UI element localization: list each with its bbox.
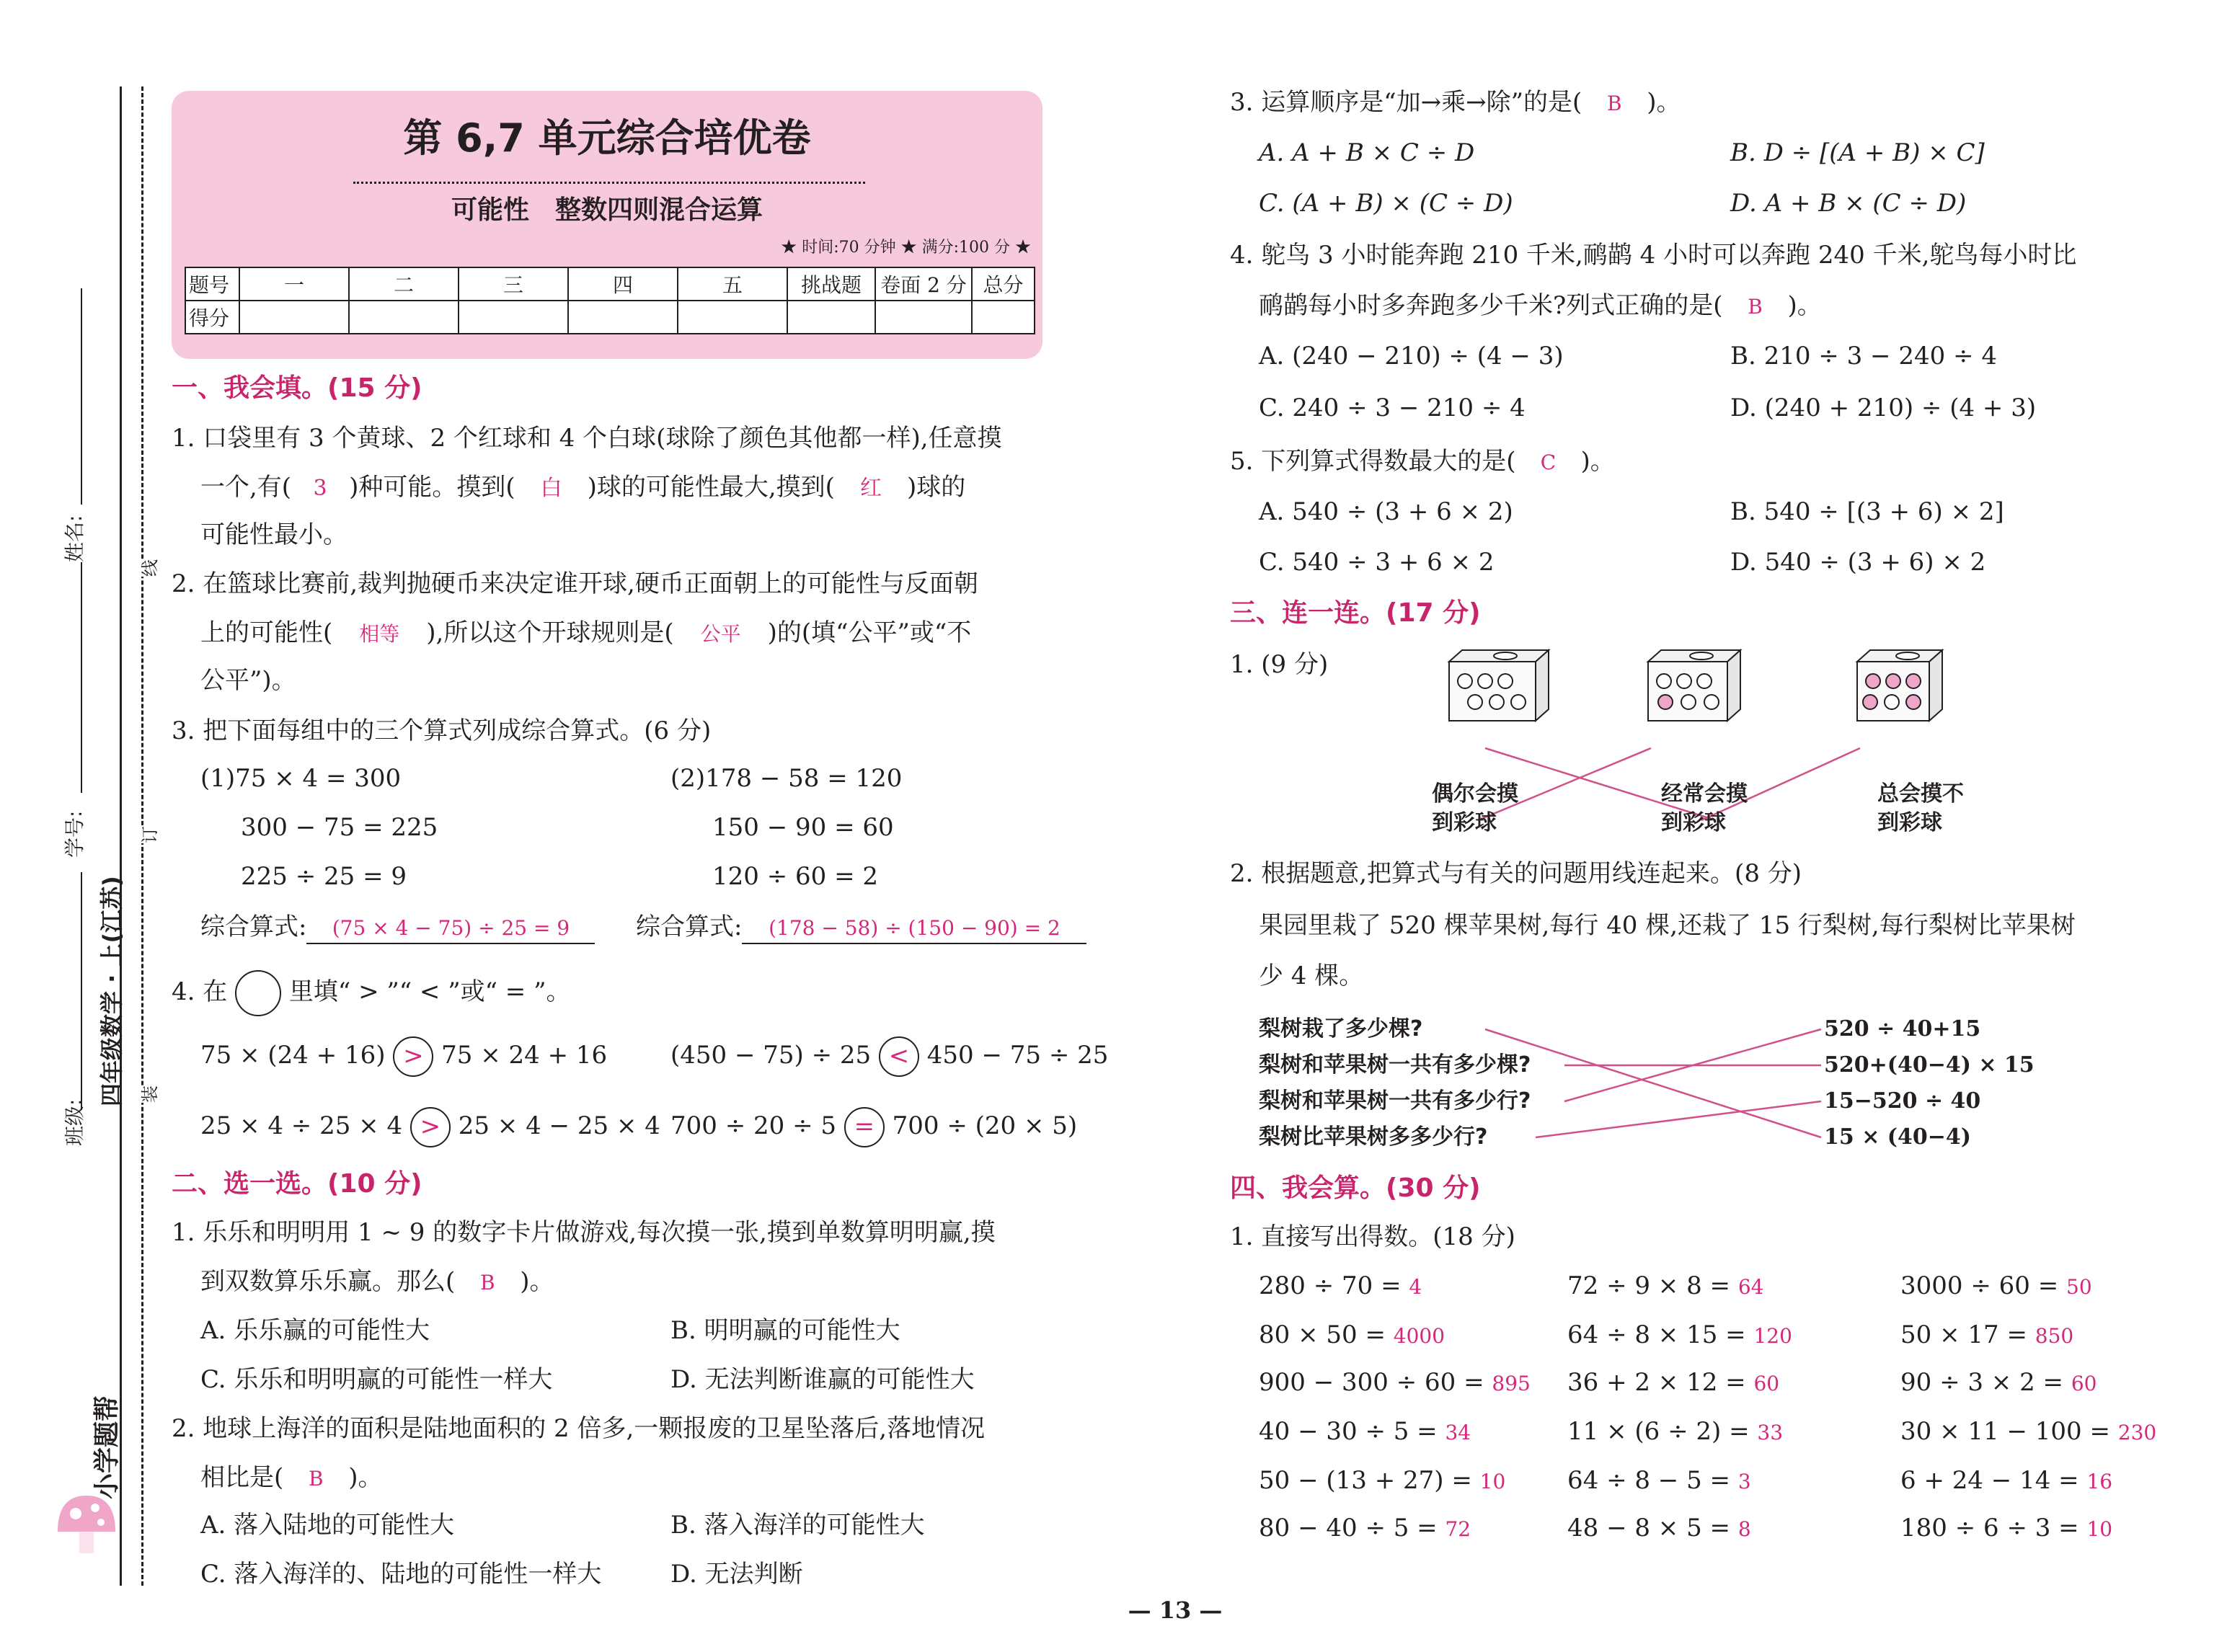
score-cell-header: 挑战题 xyxy=(787,267,875,301)
s3-q2-formula-1: 520 ÷ 40+15 xyxy=(1824,1016,1981,1042)
text-fragment: )。 xyxy=(348,1463,383,1492)
s1-q1-line2 xyxy=(200,473,965,503)
calc-item xyxy=(1259,1320,1445,1351)
s2-q3-option-b: B. D ÷ [(A + B) × C] xyxy=(1730,138,1985,167)
calc-expression: 80 − 40 ÷ 5 = xyxy=(1259,1514,1438,1542)
calc-item xyxy=(1259,1514,1471,1544)
s3-q2-question-4: 梨树比苹果树多多少行? xyxy=(1259,1124,1488,1150)
calc-answer: 16 xyxy=(2086,1470,2113,1493)
s1-heading: 一、我会填。(15 分) xyxy=(172,373,422,403)
s1-q4-row1-left xyxy=(200,1036,607,1077)
score-cell-header: 总分 xyxy=(972,267,1035,301)
compare-answer: = xyxy=(844,1107,885,1147)
sidebar-ding: 订 xyxy=(136,826,161,843)
answer-blank: 相等 xyxy=(359,622,400,646)
answer-blank: B xyxy=(479,1271,495,1294)
s3-label-2 xyxy=(1661,780,1748,838)
s1-q3-answer2 xyxy=(636,912,1086,944)
s2-q2-line1: 2. 地球上海洋的面积是陆地面积的 2 倍多,一颗报废的卫星坠落后,落地情况 xyxy=(172,1414,986,1443)
compare-left: 25 × 4 ÷ 25 × 4 xyxy=(200,1111,403,1140)
compare-right: 700 ÷ (20 × 5) xyxy=(892,1111,1078,1140)
label-line: 偶尔会摸 xyxy=(1432,781,1518,807)
calc-item xyxy=(1259,1368,1531,1398)
s3-q2-formula-3: 15−520 ÷ 40 xyxy=(1824,1088,1981,1114)
calc-item xyxy=(1567,1514,1751,1544)
calc-answer: 72 xyxy=(1445,1517,1471,1541)
combined-answer: (75 × 4 − 75) ÷ 25 = 9 xyxy=(306,914,595,944)
s1-q3-g2-line3: 120 ÷ 60 = 2 xyxy=(712,862,878,891)
calc-item xyxy=(1567,1320,1792,1351)
answer-blank: 红 xyxy=(859,476,882,501)
s2-q3-option-d: D. A + B × (C ÷ D) xyxy=(1730,189,1967,218)
score-cell-empty xyxy=(568,301,678,334)
score-cell-label: 题号 xyxy=(185,267,239,301)
text-fragment: 到双数算乐乐赢。那么( xyxy=(200,1267,456,1296)
s2-q4-option-d: D. (240 + 210) ÷ (4 + 3) xyxy=(1730,394,2037,422)
calc-answer: 50 xyxy=(2066,1275,2092,1299)
label-line: 到彩球 xyxy=(1877,810,1942,835)
s3-q2-line1: 2. 根据题意,把算式与有关的问题用线连起来。(8 分) xyxy=(1230,859,1802,888)
calc-answer: 10 xyxy=(2086,1517,2113,1541)
s2-q4-line1: 4. 鸵鸟 3 小时能奔跑 210 千米,鸸鹋 4 小时可以奔跑 240 千米,鸵鸟每小时比 xyxy=(1230,241,2077,270)
s1-q3-g1-line1: (1)75 × 4 = 300 xyxy=(200,764,402,793)
combined-label: 综合算式: xyxy=(200,912,307,941)
score-table-header-row xyxy=(185,267,1035,301)
calc-expression: 72 ÷ 9 × 8 = xyxy=(1567,1271,1731,1300)
text-fragment: )种可能。摸到( xyxy=(349,473,515,502)
text-fragment: )。 xyxy=(1647,88,1681,117)
s2-q2-option-d: D. 无法判断 xyxy=(670,1560,803,1589)
answer-blank: B xyxy=(1748,295,1763,319)
score-cell-empty xyxy=(875,301,972,334)
s2-q1-option-a: A. 乐乐赢的可能性大 xyxy=(200,1316,430,1345)
s3-q2-question-1: 梨树栽了多少棵? xyxy=(1259,1016,1423,1042)
title-divider xyxy=(353,182,865,184)
sidebar-brand: 小学题帮 xyxy=(92,1395,122,1499)
text-fragment: )球的可能性最大,摸到( xyxy=(587,473,835,502)
s2-q4-option-c: C. 240 ÷ 3 − 210 ÷ 4 xyxy=(1259,394,1526,422)
s2-q3-option-a: A. A + B × C ÷ D xyxy=(1259,138,1475,167)
score-cell-empty xyxy=(678,301,787,334)
sidebar-xuehao: 学号: xyxy=(63,810,87,858)
box-white-balls xyxy=(1449,650,1549,721)
matching-lines xyxy=(1478,1009,1824,1153)
s2-q1-option-c: C. 乐乐和明明赢的可能性一样大 xyxy=(200,1365,553,1394)
answer-blank: B xyxy=(308,1467,324,1491)
calc-item xyxy=(1900,1271,2092,1302)
compare-right: 25 × 4 − 25 × 4 xyxy=(458,1111,660,1140)
s1-q3-g2-line2: 150 − 90 = 60 xyxy=(712,813,894,842)
s2-q1-option-b: B. 明明赢的可能性大 xyxy=(670,1316,900,1345)
score-cell-header: 三 xyxy=(459,267,568,301)
calc-expression: 3000 ÷ 60 = xyxy=(1900,1271,2059,1300)
calc-expression: 50 − (13 + 27) = xyxy=(1259,1466,1472,1495)
score-cell-empty xyxy=(239,301,349,334)
score-cell-label: 得分 xyxy=(185,301,239,334)
calc-expression: 280 ÷ 70 = xyxy=(1259,1271,1402,1300)
s1-q4-intro xyxy=(172,970,570,1016)
answer-blank: 公平 xyxy=(700,622,741,646)
label-line: 到彩球 xyxy=(1661,810,1726,835)
page-number: — 13 — xyxy=(1128,1597,1223,1624)
s4-heading: 四、我会算。(30 分) xyxy=(1230,1173,1481,1203)
calc-answer: 4 xyxy=(1409,1275,1422,1299)
calc-expression: 80 × 50 = xyxy=(1259,1320,1386,1349)
exam-title: 第 6,7 单元综合培优卷 xyxy=(403,115,811,161)
label-line: 到彩球 xyxy=(1432,810,1497,835)
calc-expression: 64 ÷ 8 − 5 = xyxy=(1567,1466,1731,1495)
match-line xyxy=(1536,1101,1821,1137)
label-line: 总会摸不 xyxy=(1877,781,1964,807)
calc-expression: 40 − 30 ÷ 5 = xyxy=(1259,1417,1438,1446)
score-cell-header: 五 xyxy=(678,267,787,301)
sidebar-xingming: 姓名: xyxy=(63,515,87,562)
calc-expression: 50 × 17 = xyxy=(1900,1320,2027,1349)
calc-answer: 10 xyxy=(1479,1470,1506,1493)
calc-answer: 4000 xyxy=(1393,1324,1445,1348)
s2-q4-line2 xyxy=(1259,291,1822,321)
s2-q2-line2 xyxy=(200,1463,383,1493)
compare-answer: > xyxy=(410,1107,451,1147)
xingming-underline xyxy=(81,288,82,505)
score-cell-header: 卷面 2 分 xyxy=(875,267,972,301)
s3-label-1 xyxy=(1432,780,1518,838)
box-mostly-colored-balls xyxy=(1857,650,1942,721)
s2-q5-option-d: D. 540 ÷ (3 + 6) × 2 xyxy=(1730,548,1986,577)
calc-item xyxy=(1567,1466,1751,1496)
s2-q3-line1 xyxy=(1230,88,1681,118)
s3-q2-formula-2: 520+(40−4) × 15 xyxy=(1824,1052,2035,1078)
calc-answer: 60 xyxy=(1753,1372,1780,1395)
sidebar-xian: 线 xyxy=(136,559,161,577)
score-cell-header: 一 xyxy=(239,267,349,301)
s2-q2-option-b: B. 落入海洋的可能性大 xyxy=(670,1511,925,1540)
score-cell-empty xyxy=(787,301,875,334)
text-fragment: 相比是( xyxy=(200,1463,284,1492)
s4-q1-intro: 1. 直接写出得数。(18 分) xyxy=(1230,1222,1515,1251)
compare-left: 75 × (24 + 16) xyxy=(200,1041,386,1070)
s2-q5-option-b: B. 540 ÷ [(3 + 6) × 2] xyxy=(1730,497,2004,526)
text-fragment: 上的可能性( xyxy=(200,618,333,647)
sidebar-banji: 班级: xyxy=(63,1098,87,1146)
answer-blank: 白 xyxy=(540,476,562,501)
s2-q1-line1: 1. 乐乐和明明用 1 ~ 9 的数字卡片做游戏,每次摸一张,摸到单数算明明赢,摸 xyxy=(172,1218,996,1247)
s2-q1-line2 xyxy=(200,1267,554,1297)
calc-expression: 36 + 2 × 12 = xyxy=(1567,1368,1746,1397)
score-cell-header: 二 xyxy=(349,267,459,301)
s1-q1-line1: 1. 口袋里有 3 个黄球、2 个红球和 4 个白球(球除了颜色其他都一样),任意摸 xyxy=(172,424,1002,453)
s2-q3-option-c: C. (A + B) × (C ÷ D) xyxy=(1259,189,1513,218)
text-fragment: )。 xyxy=(1580,447,1615,476)
calc-item xyxy=(1900,1417,2156,1447)
s2-q4-option-a: A. (240 − 210) ÷ (4 − 3) xyxy=(1259,342,1564,370)
text-fragment: 4. 在 xyxy=(172,977,228,1006)
score-cell-empty xyxy=(349,301,459,334)
calc-item xyxy=(1567,1417,1783,1447)
s1-q2-line1: 2. 在篮球比赛前,裁判抛硬币来决定谁开球,硬币正面朝上的可能性与反面朝 xyxy=(172,569,978,598)
match-line xyxy=(1485,1029,1821,1137)
calc-answer: 64 xyxy=(1737,1275,1764,1299)
s1-q3-g1-line3: 225 ÷ 25 = 9 xyxy=(241,862,407,891)
calc-item xyxy=(1259,1271,1422,1302)
s3-q2-formula-4: 15 × (40−4) xyxy=(1824,1124,1971,1150)
s3-q2-question-3: 梨树和苹果树一共有多少行? xyxy=(1259,1088,1531,1114)
s1-q2-line2 xyxy=(200,618,971,649)
calc-item xyxy=(1900,1514,2112,1544)
answer-blank: B xyxy=(1606,92,1622,115)
s3-label-3 xyxy=(1877,780,1964,838)
text-fragment: 一个,有( xyxy=(200,473,292,502)
score-table-score-row xyxy=(185,301,1035,334)
text-fragment: 鸸鹋每小时多奔跑多少千米?列式正确的是( xyxy=(1259,291,1723,320)
text-fragment: )。 xyxy=(520,1267,554,1296)
calc-answer: 34 xyxy=(1445,1421,1471,1444)
calc-answer: 3 xyxy=(1737,1470,1751,1493)
calc-item xyxy=(1900,1320,2073,1351)
calc-expression: 90 ÷ 3 × 2 = xyxy=(1900,1368,2064,1397)
s2-q2-option-a: A. 落入陆地的可能性大 xyxy=(200,1511,455,1540)
s2-q2-option-c: C. 落入海洋的、陆地的可能性一样大 xyxy=(200,1560,602,1589)
text-fragment: )球的 xyxy=(906,473,966,502)
s3-q2-question-2: 梨树和苹果树一共有多少棵? xyxy=(1259,1052,1531,1078)
s1-q3-answer1 xyxy=(200,912,595,944)
s3-heading: 三、连一连。(17 分) xyxy=(1230,598,1481,628)
binding-line-solid xyxy=(120,86,122,1586)
label-line: 经常会摸 xyxy=(1661,781,1748,807)
score-table xyxy=(185,267,1035,334)
compare-right: 75 × 24 + 16 xyxy=(441,1041,608,1070)
calc-answer: 850 xyxy=(2035,1324,2074,1348)
calc-item xyxy=(1567,1368,1779,1398)
calc-answer: 33 xyxy=(1757,1421,1784,1444)
answer-blank: C xyxy=(1540,450,1557,474)
calc-item xyxy=(1567,1271,1763,1302)
compare-right: 450 − 75 ÷ 25 xyxy=(926,1041,1109,1070)
exam-subtitle: 可能性 整数四则混合运算 xyxy=(451,195,763,225)
compare-left: (450 − 75) ÷ 25 xyxy=(670,1041,872,1070)
score-cell-empty xyxy=(972,301,1035,334)
calc-expression: 180 ÷ 6 ÷ 3 = xyxy=(1900,1514,2079,1542)
text-fragment: 3. 运算顺序是“加→乘→除”的是( xyxy=(1230,88,1582,117)
s1-q3-g1-line2: 300 − 75 = 225 xyxy=(241,813,438,842)
score-cell-header: 四 xyxy=(568,267,678,301)
calc-expression: 6 + 24 − 14 = xyxy=(1900,1466,2079,1495)
text-fragment: )的(填“公平”或“不 xyxy=(767,618,972,647)
compare-left: 700 ÷ 20 ÷ 5 xyxy=(670,1111,836,1140)
s2-q5-option-c: C. 540 ÷ 3 + 6 × 2 xyxy=(1259,548,1495,577)
text-fragment: 里填“ > ”“ < ”或“ = ”。 xyxy=(288,977,571,1006)
calc-item xyxy=(1259,1417,1471,1447)
compare-circle-icon xyxy=(235,970,281,1016)
score-cell-empty xyxy=(459,301,568,334)
calc-expression: 64 ÷ 8 × 15 = xyxy=(1567,1320,1746,1349)
s2-q1-option-d: D. 无法判断谁赢的可能性大 xyxy=(670,1365,975,1394)
combined-answer: (178 − 58) ÷ (150 − 90) = 2 xyxy=(742,914,1086,944)
s1-q4-row2-right xyxy=(670,1107,1077,1147)
compare-answer: < xyxy=(879,1036,919,1077)
calc-answer: 8 xyxy=(1737,1517,1751,1541)
text-fragment: ),所以这个开球规则是( xyxy=(426,618,674,647)
s2-q5-option-a: A. 540 ÷ (3 + 6 × 2) xyxy=(1259,497,1513,526)
combined-label: 综合算式: xyxy=(636,912,743,941)
calc-answer: 60 xyxy=(2071,1372,2097,1395)
calc-answer: 895 xyxy=(1492,1372,1531,1395)
calc-expression: 48 − 8 × 5 = xyxy=(1567,1514,1731,1542)
calc-expression: 30 × 11 − 100 = xyxy=(1900,1417,2110,1446)
calc-expression: 900 − 300 ÷ 60 = xyxy=(1259,1368,1484,1397)
s1-q2-line3: 公平”)。 xyxy=(200,666,296,695)
s2-q4-option-b: B. 210 ÷ 3 − 240 ÷ 4 xyxy=(1730,342,1997,370)
text-fragment: 5. 下列算式得数最大的是( xyxy=(1230,447,1516,476)
text-fragment: )。 xyxy=(1787,291,1822,320)
box-some-colored-balls xyxy=(1648,650,1740,721)
mushroom-icon xyxy=(50,1492,123,1557)
s2-heading: 二、选一选。(10 分) xyxy=(172,1169,422,1199)
calc-answer: 230 xyxy=(2117,1421,2157,1444)
sidebar-zhuang: 装 xyxy=(136,1085,161,1103)
banji-underline xyxy=(81,872,82,1110)
s1-q1-line3: 可能性最小。 xyxy=(200,520,347,549)
calc-expression: 11 × (6 ÷ 2) = xyxy=(1567,1417,1750,1446)
s1-q4-row2-left xyxy=(200,1107,660,1147)
sidebar-grade: 四年级数学 · 上(江苏) xyxy=(98,876,125,1106)
calc-item xyxy=(1900,1466,2112,1496)
s1-q4-row1-right xyxy=(670,1036,1108,1077)
time-info: ★ 时间:70 分钟 ★ 满分:100 分 ★ xyxy=(781,239,1031,257)
s3-q2-line3: 少 4 棵。 xyxy=(1259,962,1364,990)
s1-q3-g2-line1: (2)178 − 58 = 120 xyxy=(670,764,903,793)
calc-answer: 120 xyxy=(1753,1324,1792,1348)
s3-q2-line2: 果园里栽了 520 棵苹果树,每行 40 棵,还栽了 15 行梨树,每行梨树比苹果树 xyxy=(1259,911,2076,940)
xuehao-underline xyxy=(81,562,82,793)
s2-q5-line1 xyxy=(1230,447,1615,477)
compare-answer: > xyxy=(393,1036,433,1077)
s3-q1-label: 1. (9 分) xyxy=(1230,650,1329,679)
s1-q3-intro: 3. 把下面每组中的三个算式列成综合算式。(6 分) xyxy=(172,716,712,745)
calc-item xyxy=(1259,1466,1505,1496)
answer-blank: 3 xyxy=(313,476,327,501)
calc-item xyxy=(1900,1368,2097,1398)
